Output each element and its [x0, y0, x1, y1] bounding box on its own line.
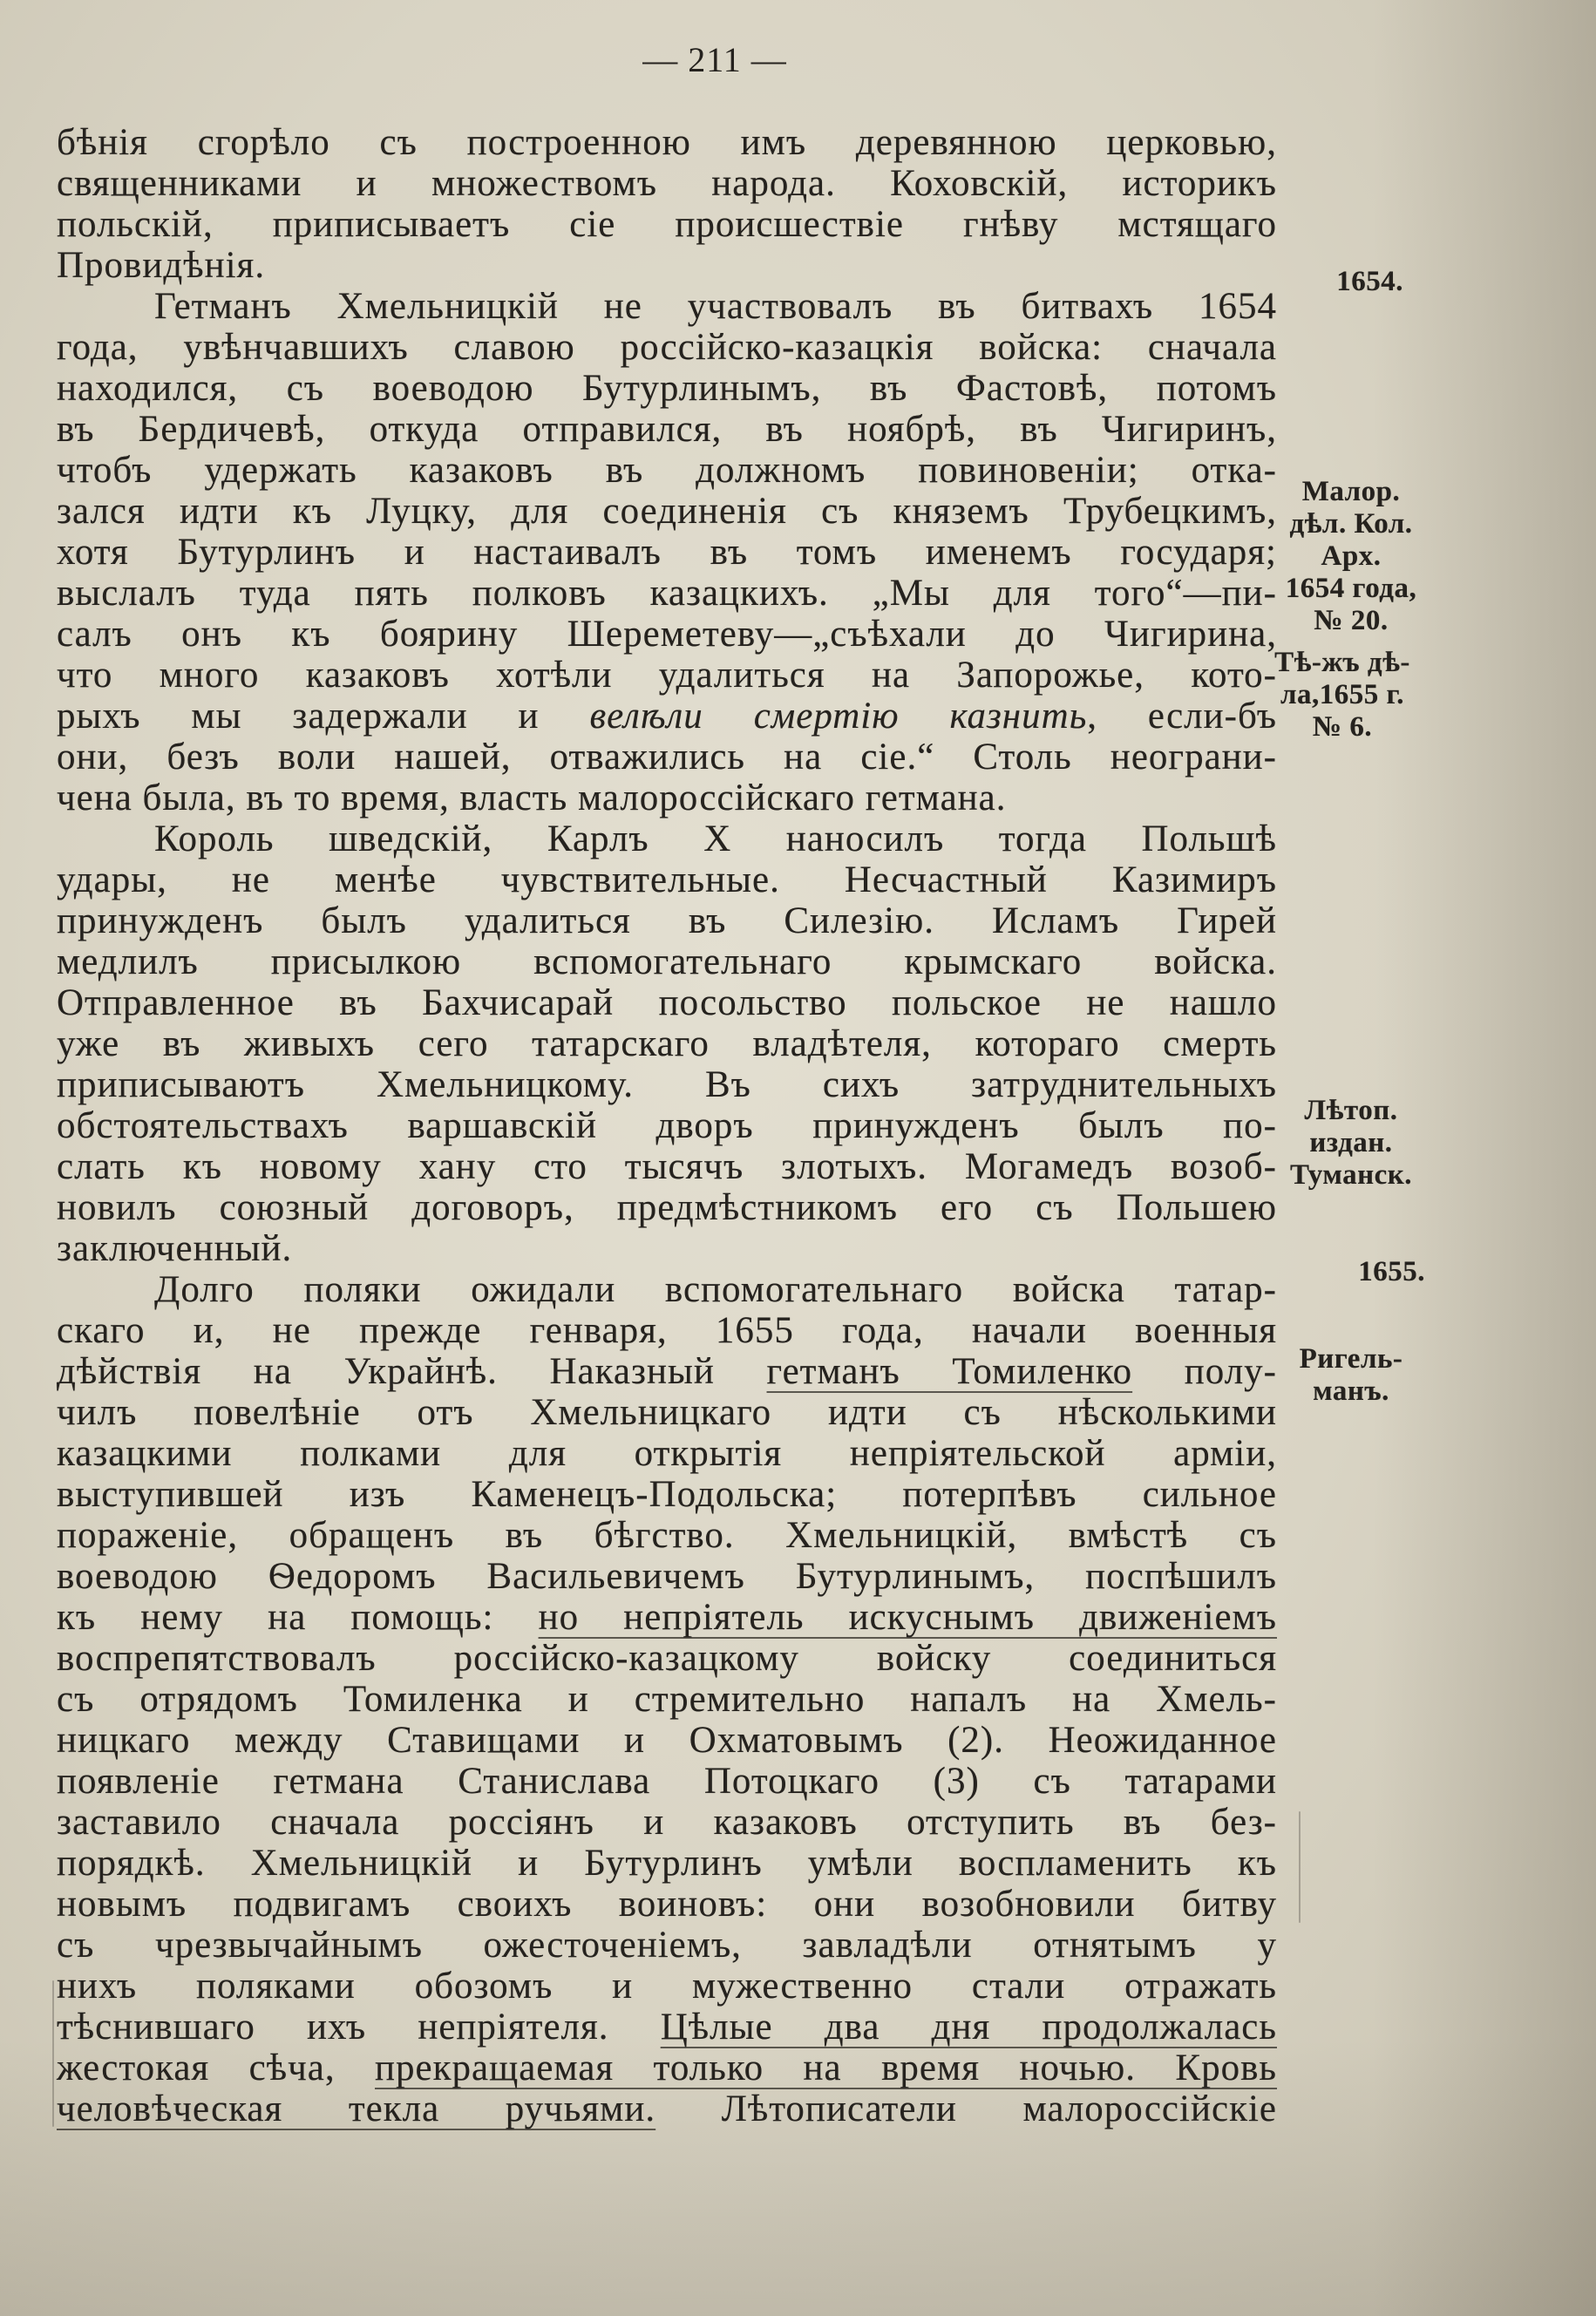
- text-line: [57, 2088, 1277, 2129]
- text-line: съ отрядомъ Томиленка и стремительно напалъ на Хмель-: [57, 1679, 1277, 1720]
- margin-note-archive-ref-1655: [1260, 647, 1425, 744]
- pencil-underlined-phrase: но непріятель искуснымъ движеніемъ: [538, 1597, 1277, 1638]
- text-line: въ Бердичевѣ, откуда отправился, въ ноябрѣ, въ Чигиринъ,: [57, 409, 1277, 450]
- text-line: казацкими полками для открытія непріятельской арміи,: [57, 1433, 1277, 1474]
- text-segment: тѣснившаго ихъ непріятеля.: [57, 2007, 661, 2048]
- text-line: слать къ новому хану сто тысячъ злотыхъ. Могамедъ возоб-: [57, 1146, 1277, 1187]
- margin-note-line: Туманск.: [1289, 1159, 1413, 1191]
- margin-note-line: 1654.: [1336, 266, 1403, 297]
- text-line: скаго и, не прежде генваря, 1655 года, начали военныя: [57, 1310, 1277, 1351]
- paragraph: [57, 286, 1277, 818]
- text-line: приписываютъ Хмельницкому. Въ сихъ затруднительныхъ: [57, 1064, 1277, 1105]
- paragraph: [57, 122, 1277, 286]
- text-line: медлилъ присылкою вспомогательнаго крымскаго войска.: [57, 941, 1277, 982]
- text-segment: дѣйствія на Украйнѣ. Наказный: [57, 1351, 767, 1392]
- main-text-column: [57, 122, 1277, 2129]
- margin-note-line: Лѣтоп.: [1304, 1095, 1398, 1126]
- margin-note-line: Тѣ-жъ дѣ-: [1274, 647, 1410, 678]
- margin-note-archive-ref-1654: [1268, 476, 1434, 637]
- text-line: воеводою Ѳедоромъ Васильевичемъ Бутурлинымъ, поспѣшилъ: [57, 1556, 1277, 1597]
- margin-note-line: 1654 года,: [1285, 573, 1417, 604]
- text-line: обстоятельствахъ варшавскій дворъ принужденъ былъ по-: [57, 1105, 1277, 1146]
- text-line: порядкѣ. Хмельницкій и Бутурлинъ умѣли воспламенить къ: [57, 1843, 1277, 1884]
- text-segment: къ нему на помощь:: [57, 1597, 539, 1638]
- margin-note-year-1655: [1268, 1256, 1434, 1288]
- margin-note-line: дѣл. Кол.: [1289, 508, 1413, 540]
- text-line: [57, 696, 1277, 737]
- text-line: Король шведскій, Карлъ X наносилъ тогда Польшѣ: [154, 818, 1277, 859]
- pencil-margin-mark: [52, 1980, 54, 2127]
- text-line: чтобъ удержать казаковъ въ должномъ повиновеніи; отка-: [57, 450, 1277, 491]
- text-line: Отправленное въ Бахчисарай посольство польское не нашло: [57, 982, 1277, 1023]
- margin-note-line: манъ.: [1313, 1375, 1389, 1407]
- pencil-underlined-phrase: человѣческая текла ручьями.: [57, 2088, 656, 2129]
- text-line: священниками и множествомъ народа. Коховскій, историкъ: [57, 163, 1277, 204]
- margin-note-line: ла,1655 г.: [1280, 679, 1405, 710]
- margin-note-line: издан.: [1309, 1127, 1393, 1158]
- text-line: они, безъ воли нашей, отважились на сіе.“ Столь неограни-: [57, 737, 1277, 778]
- text-line: Гетманъ Хмельницкій не участвовалъ въ битвахъ 1654: [154, 286, 1277, 327]
- text-line: ницкаго между Ставищами и Охматовымъ (2). Неожиданное: [57, 1720, 1277, 1761]
- text-line: хотя Бутурлинъ и настаивалъ въ томъ именемъ государя;: [57, 532, 1277, 573]
- text-line: чена была, въ то время, власть малороссійскаго гетмана.: [57, 778, 1007, 818]
- text-line: Провидѣнія.: [57, 245, 266, 286]
- text-line: съ чрезвычайнымъ ожесточеніемъ, завладѣли отнятымъ у: [57, 1925, 1277, 1966]
- margin-note-line: Арх.: [1321, 540, 1382, 572]
- margin-note-line: 1655.: [1358, 1256, 1425, 1287]
- text-line: что много казаковъ хотѣли удалиться на Запорожье, кото-: [57, 655, 1277, 696]
- text-line: удары, не менѣе чувствительные. Несчастный Казимиръ: [57, 859, 1277, 900]
- margin-note-chronicle-ref: [1268, 1095, 1434, 1192]
- text-segment: полу-: [1132, 1351, 1277, 1392]
- text-line: салъ онъ къ боярину Шереметеву—„съѣхали до Чигирина,: [57, 614, 1277, 655]
- text-line: Долго поляки ожидали вспомогательнаго войска татар-: [154, 1269, 1277, 1310]
- text-line: новилъ союзный договоръ, предмѣстникомъ его съ Польшею: [57, 1187, 1277, 1228]
- text-line: нихъ поляками обозомъ и мужественно стали отражать: [57, 1966, 1277, 2007]
- text-line: чилъ повелѣніе отъ Хмельницкаго идти съ нѣсколькими: [57, 1392, 1277, 1433]
- page-number: — 211 —: [642, 40, 787, 79]
- text-line: выступившей изъ Каменецъ-Подольска; потерпѣвъ сильное: [57, 1474, 1277, 1515]
- text-segment: , если-бъ: [1087, 696, 1278, 737]
- pencil-underlined-phrase: Цѣлые два дня продолжалась: [660, 2007, 1277, 2048]
- text-line: польскій, приписываетъ сіе происшествіе гнѣву мстящаго: [57, 204, 1277, 245]
- paragraph: [57, 1269, 1277, 2129]
- text-line: года, увѣнчавшихъ славою россійско-казацкія войска: сначала: [57, 327, 1277, 368]
- text-line: [57, 2007, 1277, 2048]
- text-line: зался идти къ Луцку, для соединенія съ княземъ Трубецкимъ,: [57, 491, 1277, 532]
- text-line: выслалъ туда пять полковъ казацкихъ. „Мы для того“—пи-: [57, 573, 1277, 614]
- margin-note-line: № 6.: [1312, 711, 1373, 743]
- text-line: принужденъ былъ удалиться въ Силезію. Исламъ Гирей: [57, 900, 1277, 941]
- text-line: уже въ живыхъ сего татарскаго владѣтеля, котораго смерть: [57, 1023, 1277, 1064]
- pencil-underlined-phrase: гетманъ Томиленко: [766, 1351, 1133, 1392]
- margin-note-line: № 20.: [1314, 605, 1389, 636]
- pencil-underlined-phrase: прекращаемая только на время ночью. Кровь: [375, 2048, 1278, 2088]
- text-segment: жестокая сѣча,: [57, 2048, 376, 2088]
- text-line: [57, 2048, 1277, 2088]
- margin-note-line: Малор.: [1301, 476, 1401, 507]
- text-line: [57, 1351, 1277, 1392]
- margin-note-riegelmann-ref: [1268, 1343, 1434, 1408]
- pencil-margin-mark: [1299, 1811, 1301, 1923]
- italic-phrase: велѣли смертію казнить: [589, 696, 1088, 737]
- text-line: заключенный.: [57, 1228, 293, 1269]
- margin-note-year-1654: [1268, 266, 1434, 298]
- text-line: находился, съ воеводою Бутурлинымъ, въ Фастовѣ, потомъ: [57, 368, 1277, 409]
- paragraph: [57, 818, 1277, 1269]
- text-segment: Лѣтописатели малороссійскіе: [655, 2088, 1277, 2129]
- text-line: пораженіе, обращенъ въ бѣгство. Хмельницкій, вмѣстѣ съ: [57, 1515, 1277, 1556]
- text-line: [57, 1597, 1277, 1638]
- text-line: бѣнія сгорѣло съ построенною имъ деревянною церковью,: [57, 122, 1277, 163]
- text-line: появленіе гетмана Станислава Потоцкаго (3) съ татарами: [57, 1761, 1277, 1802]
- text-line: заставило сначала россіянъ и казаковъ отступить въ без-: [57, 1802, 1277, 1843]
- text-line: воспрепятствовалъ россійско-казацкому войску соединиться: [57, 1638, 1277, 1679]
- text-line: новымъ подвигамъ своихъ воиновъ: они возобновили битву: [57, 1884, 1277, 1925]
- text-segment: рыхъ мы задержали и: [57, 696, 590, 737]
- margin-note-line: Ригель-: [1299, 1343, 1403, 1375]
